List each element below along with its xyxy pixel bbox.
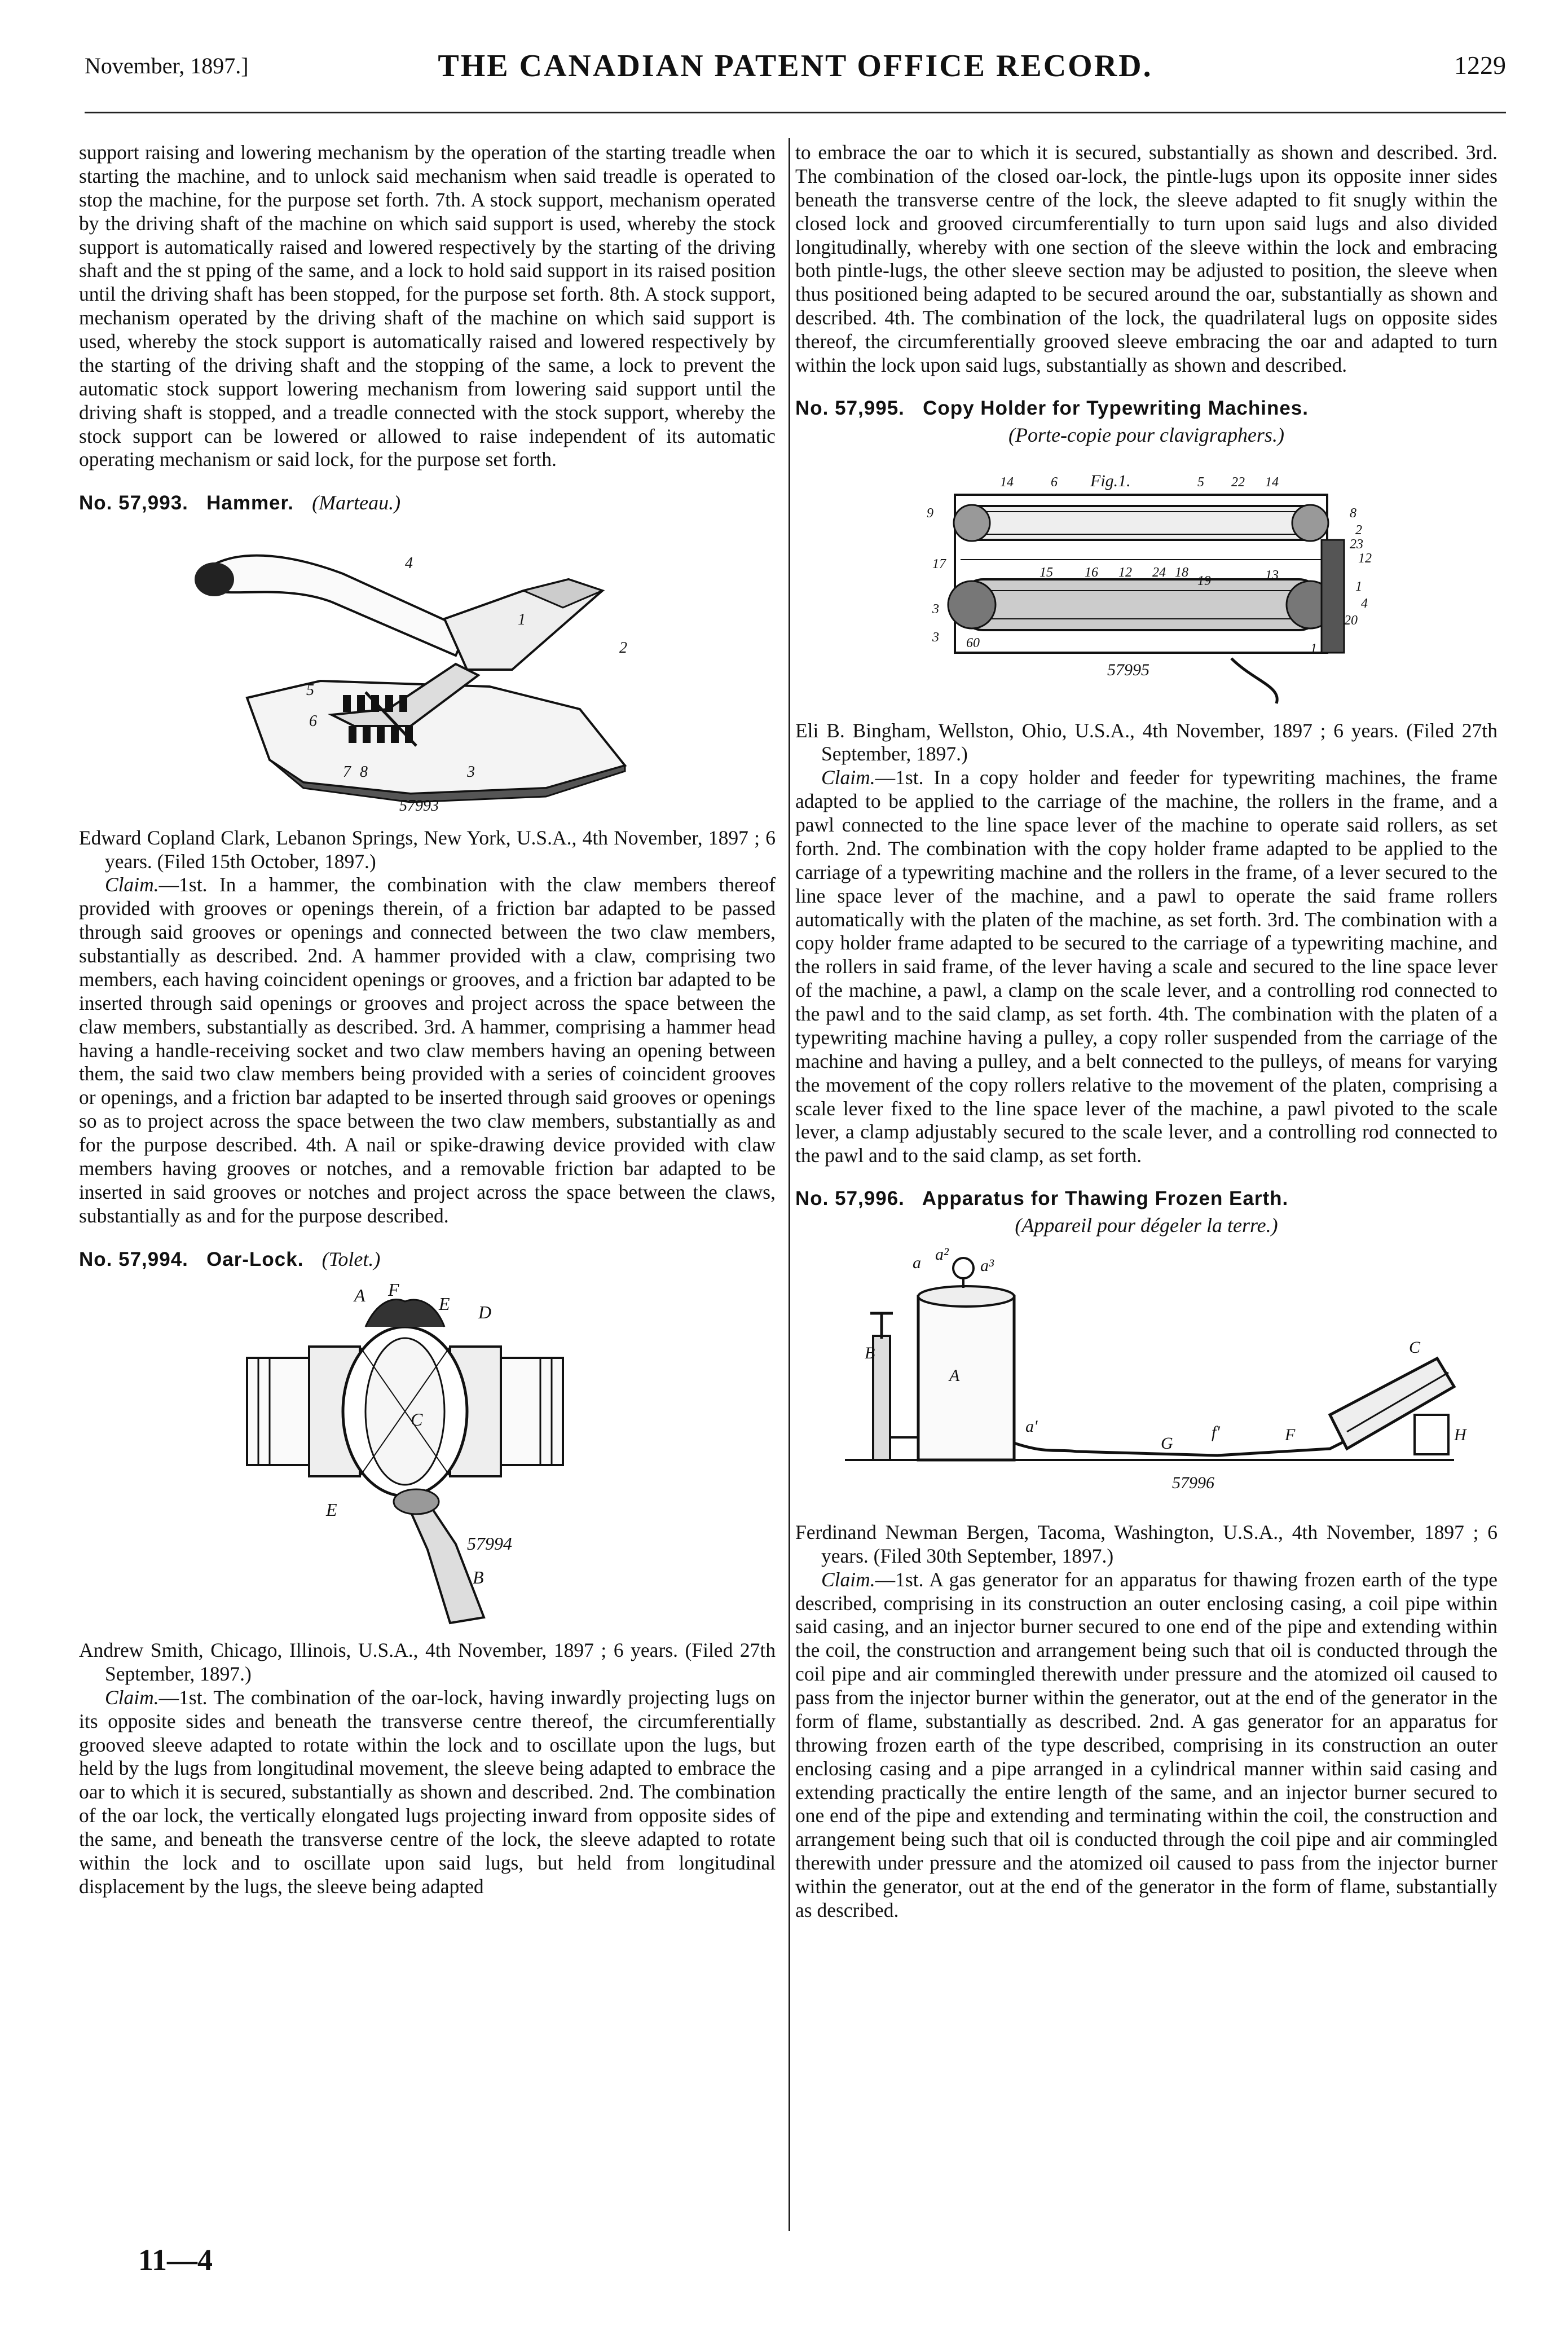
fig-label: 1	[517, 610, 526, 628]
fig-label: 3	[932, 630, 939, 645]
patent-number: No. 57,994.	[79, 1248, 188, 1270]
fig-label: 6	[1050, 474, 1058, 490]
fig-label: f'	[1211, 1422, 1220, 1441]
fig-label: A	[949, 1366, 959, 1385]
fig-label: 3	[466, 763, 475, 781]
oar-lock-figure	[224, 1279, 631, 1629]
fig-label: a³	[980, 1256, 994, 1275]
fig-label: 4	[1360, 596, 1368, 611]
patent-title: Copy Holder for Typewriting Machines.	[923, 397, 1309, 419]
fig-label: G	[1160, 1433, 1173, 1453]
fig-label: 9	[926, 505, 933, 521]
claim-text: —1st. A gas generator for an apparatus for thawing frozen earth of the type described, comprising in its construction an outer enclosing casing, a coil pipe within said casing, and an injector burner secured to one end of the pipe and extending within the coil, the construction and arrangement being such that oil is conducted through the coil pipe and air commingled therewith under pressure and the atomized oil caused to pass from the injector burner within the generator, out at the end of the generator in the form of flame, substantially as described. 2nd. A gas generator for an apparatus for throwing frozen earth of the type described, comprising in its construction an outer enclosing casing and a pipe arranged in a cylindrical manner within said casing and extending practically the entire length of the same, and an injector burner secured to one end of the pipe and extending and terminating within the coil, the construction and arrangement being such that oil is conducted through the coil pipe and air commingled therewith under pressure and the atomized oil caused to pass from the injector burner within the generator, out at the end of the generator in the form of flame, substantially as described.	[795, 1568, 1497, 1921]
claim-label: Claim.	[821, 1568, 875, 1591]
patent-heading-57993	[79, 491, 776, 514]
fig-label: 5	[306, 681, 314, 699]
fig-label: 1	[1310, 641, 1317, 656]
fig-label: 23	[1349, 536, 1363, 552]
patent-title: Hammer.	[206, 492, 294, 514]
fig-label: E	[438, 1294, 450, 1314]
claim-label: Claim.	[105, 1686, 159, 1709]
column-divider	[789, 138, 790, 2231]
fig-label: 4	[404, 554, 413, 572]
continuation-text: support raising and lowering mechanism by the operation of the starting treadle when starting the machine, and to unlock said mechanism when said treadle is operated to stop the machine, for the purpose set forth. 7th. A stock support, mechanism operated by the driving shaft of the machine on which said support is used, whereby the stock support is automatically raised and lowered respectively by the starting of the driving shaft and the st pping of the same, and a lock to hold said support in its raised position until the driving shaft has been stopped, for the purpose set forth. 8th. A stock support, mechanism operated by the driving shaft of the machine on which said support is used, whereby the stock support is automatically raised and lowered respectively by the starting of the driving shaft and the stopping of the same, a lock to prevent the automatic stock support lowering mechanism from lowering said support until the driving shaft is stopped, and a treadle connected with the stock support, whereby the stock support can be lowered or allowed to raise independent of its automatic operating mechanism or said lock, for the purpose set forth.	[79, 141, 776, 471]
fig-label: D	[478, 1302, 491, 1323]
page-number: 1229	[1454, 51, 1506, 80]
header-rule	[85, 112, 1506, 113]
page-header	[85, 48, 1506, 93]
fig-label: C	[410, 1409, 422, 1430]
patent-french-title: (Tolet.)	[321, 1247, 381, 1270]
fig-title: Fig.1.	[1090, 471, 1131, 490]
claim-paragraph	[79, 873, 776, 1228]
figure-caption: 57995	[1107, 660, 1149, 679]
figure-caption: 57994	[466, 1533, 512, 1554]
fig-label: 1	[1355, 579, 1362, 594]
patent-number: No. 57,993.	[79, 492, 188, 514]
inventor-line: Edward Copland Clark, Lebanon Springs, New York, U.S.A., 4th November, 1897 ; 6 years. (Filed 15th October, 1897.)	[79, 826, 776, 873]
claim-text: —1st. In a hammer, the combination with the claw members thereof provided with grooves or openings therein, of a friction bar adapted to be passed through said grooves or openings and connected between the two claw members, substantially as described. 2nd. A hammer provided with a claw, comprising two members, each having coincident openings or grooves, and a friction bar adapted to be inserted through said openings or grooves and project across the space between the claw members, substantially as described. 3rd. A hammer, comprising a hammer head having a handle-receiving socket and two claw members having an opening between them, the said two claw members being provided with a series of coincident grooves or openings, and a friction bar adapted to be inserted through said grooves or openings so as to project across the space between the two claw members, substantially as and for the purpose described. 4th. A nail or spike-drawing device provided with claw members having grooves or notches, and a removable friction bar adapted to be inserted in said grooves or notches and project across the space between the claws, substantially as and for the purpose described.	[79, 873, 776, 1227]
fig-label: C	[1408, 1338, 1420, 1357]
fig-label: 13	[1265, 568, 1279, 583]
signature-mark: 11—4	[138, 2243, 213, 2277]
fig-label: 24	[1152, 565, 1166, 580]
inventor-line: Ferdinand Newman Bergen, Tacoma, Washington, U.S.A., 4th November, 1897 ; 6 years. (Filed 30th September, 1897.)	[795, 1520, 1497, 1567]
copy-holder-figure	[915, 455, 1378, 709]
claim-label: Claim.	[105, 873, 159, 896]
fig-label: 17	[932, 556, 946, 571]
fig-label: 12	[1118, 565, 1132, 580]
header-title: THE CANADIAN PATENT OFFICE RECORD.	[438, 49, 1153, 83]
fig-label: 18	[1174, 565, 1188, 580]
fig-label: a	[912, 1253, 921, 1272]
thawing-apparatus-figure	[822, 1246, 1471, 1511]
left-column	[79, 141, 776, 1899]
fig-label: B	[864, 1343, 875, 1362]
fig-label: a'	[1025, 1417, 1037, 1436]
fig-label: F	[387, 1279, 399, 1300]
fig-label: 16	[1084, 565, 1098, 580]
patent-french-title: (Marteau.)	[312, 491, 401, 514]
patent-title: Apparatus for Thawing Frozen Earth.	[922, 1187, 1289, 1210]
claim-text: —1st. In a copy holder and feeder for typewriting machines, the frame adapted to be applied to the carriage of the machine, the rollers in the frame, and a pawl connected to the line space lever of the machine to operate said rollers, as set forth. 2nd. The combination with the copy holder frame adapted to be applied to the carriage of a typewriting machine and the rollers in the frame, of a lever secured to the line space lever of the machine, and a pawl to operate the said frame rollers automatically with the platen of the machine, as set forth. 3rd. The combination with a copy holder frame adapted to be secured to the carriage of a typewriting machine, and the rollers in said frame, of the lever having a scale and secured to the line space lever of the machine, a pawl, a clamp on the scale lever, and a controlling rod connected to the pawl and to the said clamp, as set forth. 4th. The combination with the platen of a typewriting machine having a pulley, a copy roller suspended from the carriage of the machine and having a pulley, and a belt connected to the pulleys, of means for varying the movement of the copy rollers relative to the movement of the platen, comprising a scale lever fixed to the line space lever of the machine, a pawl pivoted to the scale lever, a clamp adjustably secured to the scale lever, and a controlling rod connected to the pawl and to the said clamp, as set forth.	[795, 766, 1497, 1167]
fig-label: 60	[966, 635, 980, 650]
right-column	[795, 141, 1497, 1923]
claim-paragraph	[795, 1568, 1497, 1923]
fig-label: 12	[1358, 551, 1372, 566]
fig-label: H	[1454, 1425, 1466, 1444]
claim-text: —1st. The combination of the oar-lock, having inwardly projecting lugs on its opposite sides and beneath the transverse centre thereof, the circumferentially grooved sleeve adapted to rotate within the lock and to oscillate upon the lugs, but held by the lugs from longitudinal movement, the sleeve being adapted to embrace the oar to which it is secured, substantially as shown and described. 2nd. The combination of the oar lock, the vertically elongated lugs projecting inward from opposite sides of the same, and beneath the transverse centre of the lock, the sleeve adapted to rotate within the lock and to oscillate upon said lugs, but held from longitudinal displacement by the lugs, the sleeve being adapted	[79, 1686, 776, 1898]
claim-continuation: to embrace the oar to which it is secured, substantially as shown and described. 3rd. The combination of the closed oar-lock, the pintle-lugs upon its opposite inner sides beneath the transverse centre of the lock, the sleeve adapted to fit snugly within the closed lock and grooved circumferentially to turn upon said lugs and also divided longitudinally, whereby with one section of the sleeve within the lock and embracing both pintle-lugs, the other sleeve section may be adjusted to position, the sleeve when thus positioned being adapted to be secured around the oar, substantially as shown and described. 4th. The combination of the lock, the quadrilateral lugs on opposite sides thereof, the circumferentially grooved sleeve embracing the oar and adapted to turn within the lock upon said lugs, substantially as shown and described.	[795, 141, 1497, 376]
patent-french-title: (Porte-copie pour clavigraphers.)	[1008, 424, 1284, 447]
claim-paragraph	[795, 766, 1497, 1168]
fig-label: E	[325, 1499, 337, 1520]
patent-french-title: (Appareil pour dégeler la terre.)	[1015, 1214, 1278, 1237]
fig-label: 15	[1039, 565, 1053, 580]
fig-label: 8	[359, 763, 368, 781]
patent-heading-57995	[795, 397, 1497, 420]
patent-number: No. 57,996.	[795, 1187, 905, 1210]
fig-label: 6	[309, 712, 317, 730]
fig-label: F	[1284, 1425, 1295, 1444]
hammer-figure	[174, 523, 681, 816]
fig-label: 3	[932, 601, 939, 617]
fig-label: 8	[1349, 505, 1356, 521]
fig-label: 20	[1344, 613, 1358, 628]
fig-label: 14	[1265, 474, 1279, 490]
fig-label: 7	[342, 763, 351, 781]
fig-label: 5	[1197, 474, 1204, 490]
fig-label: a²	[935, 1245, 949, 1264]
fig-label: 19	[1197, 573, 1211, 588]
patent-heading-57994	[79, 1247, 776, 1271]
fig-label: B	[472, 1567, 484, 1588]
claim-label: Claim.	[821, 766, 875, 789]
header-date: November, 1897.]	[85, 53, 249, 78]
fig-label: 22	[1231, 474, 1245, 490]
fig-label: 14	[999, 474, 1014, 490]
patent-heading-57996	[795, 1187, 1497, 1210]
fig-label: 2	[1355, 522, 1362, 538]
patent-title: Oar-Lock.	[206, 1248, 304, 1270]
claim-paragraph	[79, 1686, 776, 1899]
fig-label: A	[354, 1285, 365, 1306]
figure-caption: 57993	[399, 797, 439, 815]
inventor-line: Andrew Smith, Chicago, Illinois, U.S.A., 4th November, 1897 ; 6 years. (Filed 27th September, 1897.)	[79, 1639, 776, 1685]
inventor-line: Eli B. Bingham, Wellston, Ohio, U.S.A., 4th November, 1897 ; 6 years. (Filed 27th September, 1897.)	[795, 719, 1497, 766]
patent-number: No. 57,995.	[795, 397, 905, 419]
fig-label: 2	[619, 639, 627, 657]
figure-caption: 57996	[1171, 1473, 1214, 1492]
